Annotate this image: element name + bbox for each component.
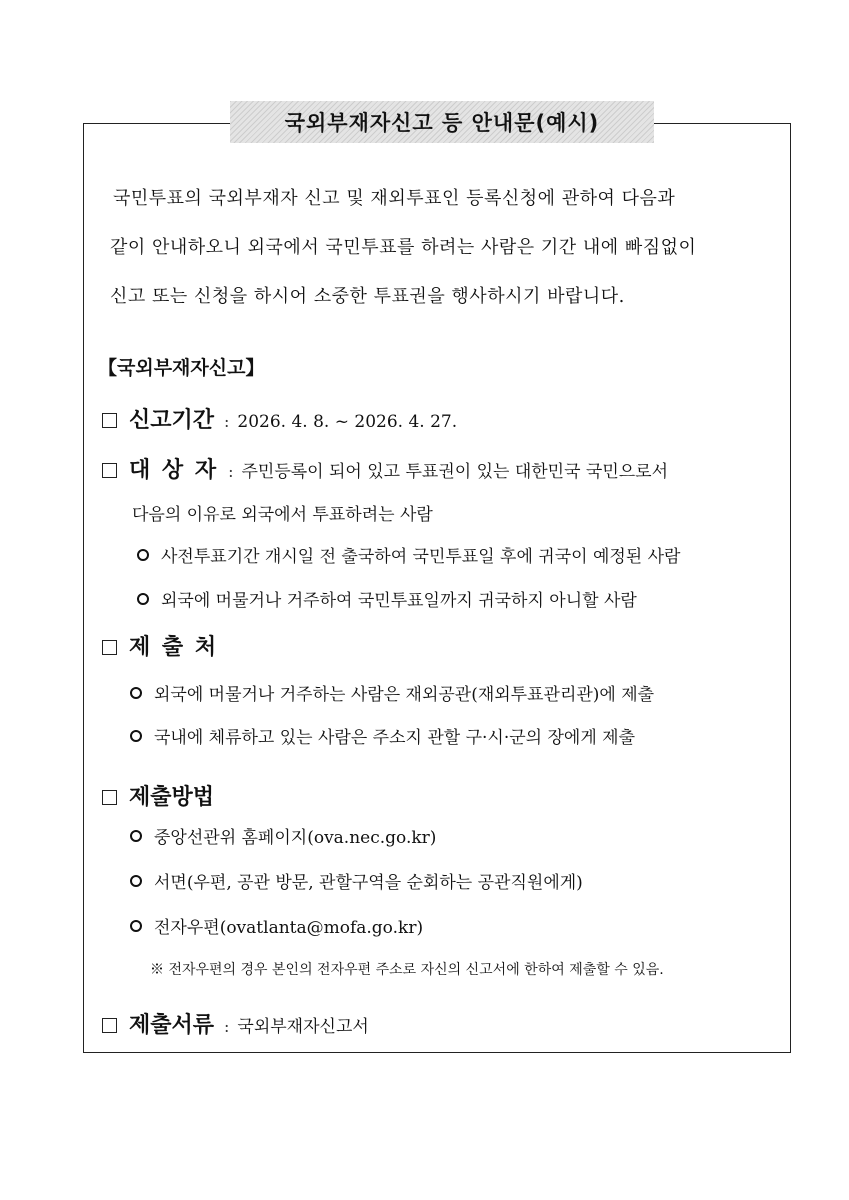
submit-to-bullet-1-text: 외국에 머물거나 거주하는 사람은 재외공관(재외투표관리관)에 제출	[154, 685, 655, 705]
target-line-1: 주민등록이 되어 있고 투표권이 있는 대한민국 국민으로서	[241, 462, 669, 482]
method-bullet-3	[130, 913, 423, 938]
method-bullet-2-text: 서면(우편, 공관 방문, 관할구역을 순회하는 공관직원에게)	[154, 873, 583, 893]
target-bullet-2	[137, 586, 637, 611]
method-head: 제출방법	[129, 785, 215, 810]
period-row	[102, 403, 457, 434]
circle-bullet-icon	[130, 830, 142, 842]
submit-to-row	[102, 630, 218, 661]
documents-head: 제출서류	[129, 1013, 215, 1038]
checkbox-square-icon	[102, 640, 117, 655]
checkbox-square-icon	[102, 1018, 117, 1033]
documents-colon: :	[224, 1017, 230, 1036]
target-line-2: 다음의 이유로 외국에서 투표하려는 사람	[132, 505, 433, 525]
method-bullet-2	[130, 868, 583, 893]
submit-to-bullet-2	[130, 723, 635, 748]
target-bullet-1-text: 사전투표기간 개시일 전 출국하여 국민투표일 후에 귀국이 예정된 사람	[161, 547, 681, 567]
documents-row	[102, 1008, 369, 1039]
period-colon: :	[224, 412, 230, 431]
intro-line-3: 신고 또는 신청을 하시어 소중한 투표권을 행사하시기 바랍니다.	[110, 286, 625, 307]
period-head: 신고기간	[129, 408, 215, 433]
target-head: 대 상 자	[129, 458, 219, 483]
method-note: ※ 전자우편의 경우 본인의 전자우편 주소로 자신의 신고서에 한하여 제출할 수 있음.	[150, 962, 664, 978]
target-bullet-2-text: 외국에 머물거나 거주하여 국민투표일까지 귀국하지 아니할 사람	[161, 591, 637, 611]
circle-bullet-icon	[137, 593, 149, 605]
document-title: 국외부재자신고 등 안내문(예시)	[284, 111, 600, 135]
documents-value: 국외부재자신고서	[237, 1017, 369, 1037]
target-colon: :	[228, 462, 234, 481]
section-label: 【국외부재자신고】	[98, 357, 265, 379]
circle-bullet-icon	[130, 730, 142, 742]
intro-line-1: 국민투표의 국외부재자 신고 및 재외투표인 등록신청에 관하여 다음과	[113, 188, 676, 209]
method-bullet-3-text: 전자우편(ovatlanta@mofa.go.kr)	[154, 918, 424, 938]
target-row	[102, 453, 668, 484]
submit-to-head: 제 출 처	[129, 635, 219, 660]
title-band	[230, 101, 654, 143]
method-row	[102, 780, 214, 811]
circle-bullet-icon	[130, 875, 142, 887]
submit-to-bullet-1	[130, 680, 654, 705]
method-bullet-1-text: 중앙선관위 홈페이지(ova.nec.go.kr)	[154, 828, 437, 848]
circle-bullet-icon	[130, 687, 142, 699]
checkbox-square-icon	[102, 463, 117, 478]
checkbox-square-icon	[102, 790, 117, 805]
period-value: 2026. 4. 8. ~ 2026. 4. 27.	[237, 412, 458, 432]
circle-bullet-icon	[130, 920, 142, 932]
checkbox-square-icon	[102, 413, 117, 428]
circle-bullet-icon	[137, 549, 149, 561]
submit-to-bullet-2-text: 국내에 체류하고 있는 사람은 주소지 관할 구·시·군의 장에게 제출	[154, 728, 636, 748]
target-bullet-1	[137, 542, 680, 567]
method-bullet-1	[130, 823, 436, 848]
intro-line-2: 같이 안내하오니 외국에서 국민투표를 하려는 사람은 기간 내에 빠짐없이	[110, 237, 697, 258]
